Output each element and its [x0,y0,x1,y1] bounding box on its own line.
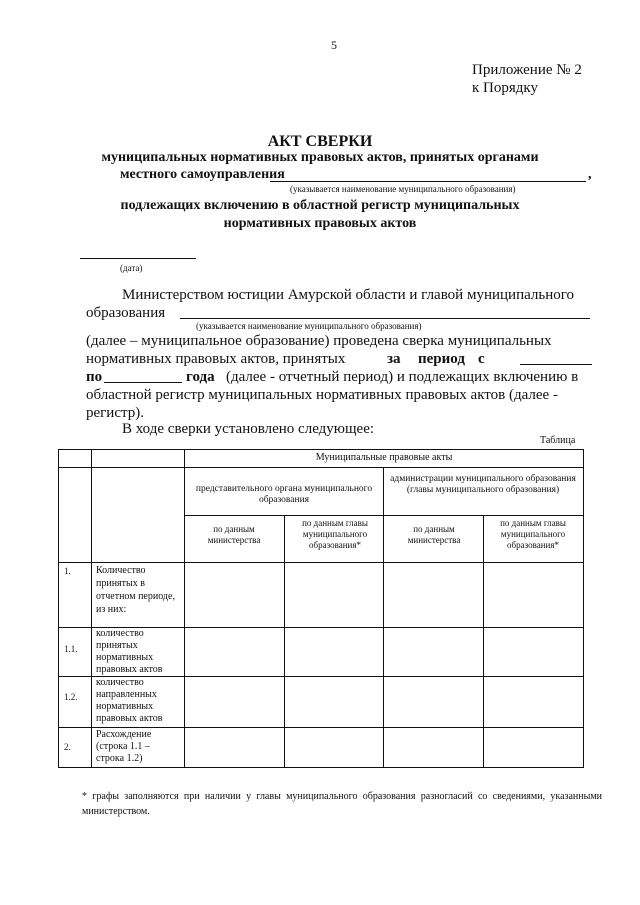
body-hint: (указывается наименование муниципального образования) [196,321,422,331]
body-line5-c: (далее - отчетный период) и подлежащих включению в [226,369,579,385]
col-head-2: по данным главы муниципального образования* [500,518,566,550]
footnote: * графы заполняются при наличии у главы муниципального образования разногласий со сведениями, указанными министерством. [82,791,602,817]
col-ministry-1: по данным министерства [207,524,261,545]
body-line1: Министерством юстиции Амурской области и главой муниципального [122,287,575,303]
body-line4-d: с [478,351,485,367]
table-label: Таблица [540,435,576,446]
subtitle-line2: местного самоуправления [120,167,285,182]
page-number: 5 [331,38,337,52]
table-group-administration: администрации муниципального образования (главы муниципального образования) [390,474,576,495]
col-ministry-2: по данным министерства [407,524,461,545]
row-num: 1.2. [64,692,78,702]
col-head-1: по данным главы муниципального образования* [302,518,368,550]
body-line5-b: года [186,369,215,385]
row-label: Количество принятых в отчетном периоде, из них: [96,565,175,615]
body-line3: (далее – муниципальное образование) проведена сверка муниципальных [86,333,552,349]
appendix-title: Приложение № 2 [472,62,582,78]
body-line2: образования [86,305,166,321]
subtitle-comma: , [588,167,592,182]
row-label: Расхождение (строка 1.1 – строка 1.2) [96,729,152,764]
subtitle-line4: нормативных правовых актов [223,216,417,231]
body-line4-b: за [387,351,401,367]
body-line5-a: по [86,369,103,385]
body-line7: регистр). [86,405,144,421]
body-line4-c: период [418,351,465,367]
municipality-hint: (указывается наименование муниципального образования) [290,184,516,194]
date-hint: (дата) [120,263,143,273]
body-line6: областной регистр муниципальных нормативных правовых актов (далее - [86,387,558,403]
subtitle-line3: подлежащих включению в областной регистр муниципальных [120,198,520,213]
table-group-representative: представительного органа муниципального образования [195,484,373,505]
row-label: количество направленных нормативных правовых актов [96,677,163,724]
document-title: АКТ СВЕРКИ [267,133,373,150]
row-num: 1.1. [64,644,78,654]
subtitle-line1: муниципальных нормативных правовых актов, принятых органами [101,150,539,165]
body-line4-a: нормативных правовых актов, принятых [86,351,346,367]
row-label: количество принятых нормативных правовых актов [96,628,163,675]
body-paragraph2: В ходе сверки установлено следующее: [122,421,375,437]
appendix-subtitle: к Порядку [472,80,538,96]
table-header-main: Муниципальные правовые акты [315,452,453,463]
row-num: 1. [64,566,71,576]
row-num: 2. [64,742,71,752]
